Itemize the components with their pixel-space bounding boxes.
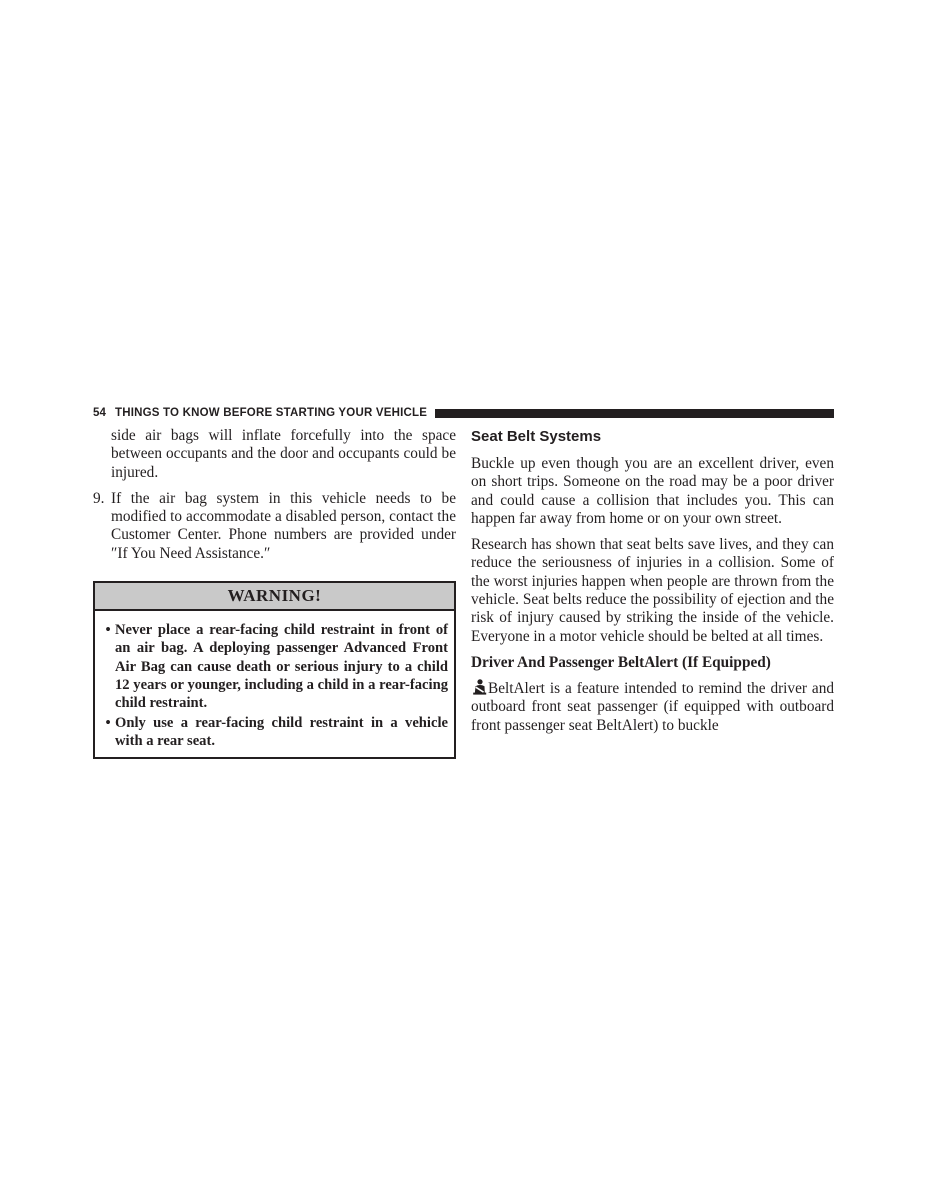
list-number: 9. bbox=[93, 489, 105, 507]
left-column bbox=[93, 427, 456, 759]
header-rule bbox=[435, 409, 834, 418]
page-number: 54 bbox=[93, 407, 106, 419]
chapter-title: THINGS TO KNOW BEFORE STARTING YOUR VEHICLE bbox=[115, 407, 428, 419]
bullet-icon: • bbox=[105, 714, 111, 731]
section-heading: Seat Belt Systems bbox=[471, 428, 602, 445]
warning-item-text: Only use a rear-facing child restraint in a vehicle with a rear seat. bbox=[115, 714, 448, 749]
warning-list bbox=[95, 611, 454, 757]
warning-item bbox=[101, 714, 448, 751]
continued-paragraph: side air bags will inflate forcefully into the space between occupants and the door and occupants could be injured. bbox=[111, 427, 456, 481]
warning-item-text: Never place a rear-facing child restraint in front of an air bag. A deploying passenger Advanced Front Air Bag can cause death or serious injury to a child 12 years or younger, including a child in a rear-facing child restraint. bbox=[115, 622, 448, 712]
bullet-icon: • bbox=[105, 622, 111, 639]
warning-item bbox=[101, 621, 448, 712]
subheading: Driver And Passenger BeltAlert (If Equipped) bbox=[471, 653, 771, 671]
beltalert-text: BeltAlert is a feature intended to remind the driver and outboard front seat passenger (if equipped with outboard front passenger seat BeltAlert) to buckle bbox=[471, 679, 834, 734]
list-item-text: If the air bag system in this vehicle needs to be modified to accommodate a disabled person, contact the Customer Center. Phone numbers are provided under ″If You Need Assistance.″ bbox=[111, 489, 456, 562]
paragraph: Research has shown that seat belts save lives, and they can reduce the seriousness of injuries in a collision. Some of the worst injuries happen when people are thrown from the vehicle. Seat belts reduce the possibility of ejection and the risk of injury caused by striking the inside of the vehicle. Everyone in a motor vehicle should be belted at all times. bbox=[471, 536, 834, 645]
warning-title: WARNING! bbox=[95, 583, 454, 611]
page-header bbox=[93, 405, 834, 421]
right-column bbox=[471, 427, 834, 735]
paragraph: Buckle up even though you are an excellent driver, even on short trips. Someone on the road may be a poor driver and could cause a collision that includes you. This can happen far away from home or on your own street. bbox=[471, 455, 834, 527]
seatbelt-reminder-icon bbox=[471, 679, 488, 695]
beltalert-paragraph bbox=[471, 679, 834, 735]
warning-box bbox=[93, 581, 456, 759]
list-item-9 bbox=[93, 490, 456, 563]
